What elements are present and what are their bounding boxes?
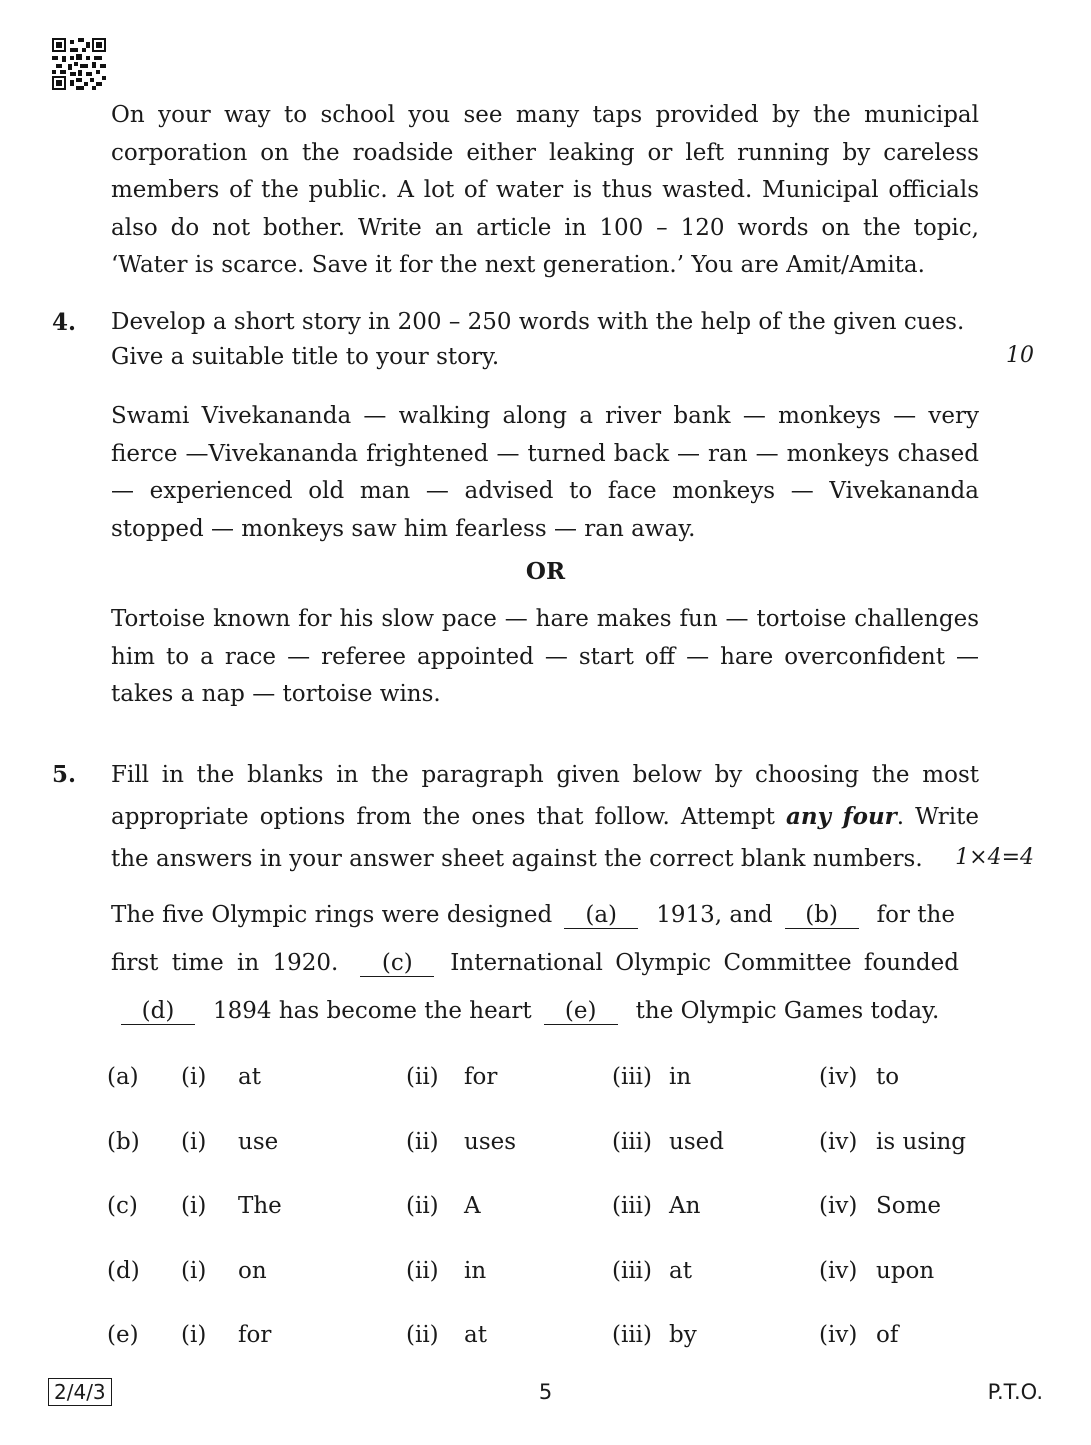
question-5-instructions [111,754,979,880]
option-choice: at [238,1064,261,1090]
option-choice: used [669,1128,724,1155]
option-choice: for [238,1322,272,1348]
passage-text: 1913, and [656,902,773,928]
option-row-label: (c) [107,1193,138,1219]
passage-text: the Olympic Games today. [635,998,940,1024]
option-numeral: (ii) [406,1128,439,1155]
option-row-label: (d) [107,1257,140,1284]
or-separator: OR [525,558,566,585]
option-numeral: (i) [181,1257,207,1284]
paper-code: 2/4/3 [48,1378,112,1406]
option-choice: is using [876,1128,966,1155]
option-numeral: (ii) [406,1064,439,1090]
option-row [107,1129,1007,1163]
option-choice: on [238,1257,267,1284]
passage-text: The five Olympic rings were designed [111,902,553,928]
option-numeral: (iv) [819,1064,858,1090]
option-numeral: (iv) [819,1128,858,1155]
option-numeral: (iv) [819,1257,858,1284]
option-choice: at [669,1257,692,1284]
question-5-number: 5. [52,761,77,788]
option-numeral: (iv) [819,1193,858,1219]
question-4-line-2: Give a suitable title to your story. [111,344,500,370]
passage-text: International Olympic Committee founded [450,950,959,976]
option-numeral: (iii) [612,1193,653,1219]
option-choice: in [669,1064,692,1090]
option-numeral: (i) [181,1128,207,1155]
passage-text: 1894 has become the heart [213,998,532,1024]
passage-text: for the [876,902,955,928]
intro-paragraph: On your way to school you see many taps provided by the municipal corporation on the roadside either leaking or left running by careless members of the public. A lot of water is thus wasted. Municipal officials also do not bother. Write an article in 100 – 120 words on the topic, ‘Water is scarce. Save it for the next generation.’ You are Amit/Amita. [111,102,979,278]
option-numeral: (iii) [612,1257,653,1284]
passage-line-1 [111,902,955,929]
option-choice: The [238,1193,282,1219]
instructions-text-2: . Write the answers in your answer sheet against the correct blank numbers. [111,804,979,872]
option-row [107,1064,1007,1098]
option-numeral: (iv) [819,1322,858,1348]
blank-b: (b) [785,902,859,929]
passage-line-3 [121,998,939,1025]
option-numeral: (iii) [612,1064,653,1090]
option-numeral: (i) [181,1322,207,1348]
option-choice: An [669,1193,701,1219]
option-numeral: (iii) [612,1128,653,1155]
option-numeral: (iii) [612,1322,653,1348]
page-number: 5 [538,1380,553,1404]
passage-text: first time in 1920. [111,950,339,976]
story-cues-2: Tortoise known for his slow pace — hare makes fun — tortoise challenges him to a race — referee appointed — start off — hare overconfident — takes a nap — tortoise wins. [111,606,979,707]
option-numeral: (ii) [406,1322,439,1348]
question-5-marks: 1×4=4 [955,845,1034,870]
option-choice: uses [464,1128,517,1155]
option-choice: in [464,1257,487,1284]
instructions-text-1: Fill in the blanks in the paragraph given below by choosing the most appropriate options from the ones that follow. Attempt [111,762,979,830]
blank-e: (e) [544,998,618,1025]
blank-d: (d) [121,998,195,1025]
option-choice: use [238,1128,279,1155]
option-row [107,1322,1007,1356]
blank-c: (c) [360,950,434,977]
instructions-emphasis: any four [785,803,897,830]
option-choice: at [464,1322,487,1348]
option-choice: Some [876,1193,942,1219]
option-numeral: (ii) [406,1193,439,1219]
question-4-marks: 10 [1006,343,1034,368]
option-choice: for [464,1064,498,1090]
option-numeral: (ii) [406,1257,439,1284]
option-choice: by [669,1322,697,1348]
passage-line-2 [111,950,959,977]
question-4-number: 4. [52,309,77,336]
option-row-label: (a) [107,1064,139,1090]
qr-code-icon [52,38,106,90]
option-choice: of [876,1322,899,1348]
option-choice: A [464,1193,481,1219]
please-turn-over: P.T.O. [987,1380,1043,1404]
option-row-label: (e) [107,1322,139,1348]
story-cues-1: Swami Vivekananda — walking along a river bank — monkeys — very fierce —Vivekananda frightened — turned back — ran — monkeys chased — experienced old man — advised to face monkeys — Vivekananda stopped — monkeys saw him fearless — ran away. [111,403,979,542]
question-4-line-1: Develop a short story in 200 – 250 words with the help of the given cues. [111,309,965,335]
blank-a: (a) [564,902,638,929]
option-row-label: (b) [107,1128,140,1155]
option-numeral: (i) [181,1064,207,1090]
option-row [107,1258,1007,1292]
option-choice: upon [876,1257,935,1284]
question-4-prompt [111,305,979,375]
option-choice: to [876,1064,900,1090]
option-row [107,1193,1007,1227]
option-numeral: (i) [181,1193,207,1219]
